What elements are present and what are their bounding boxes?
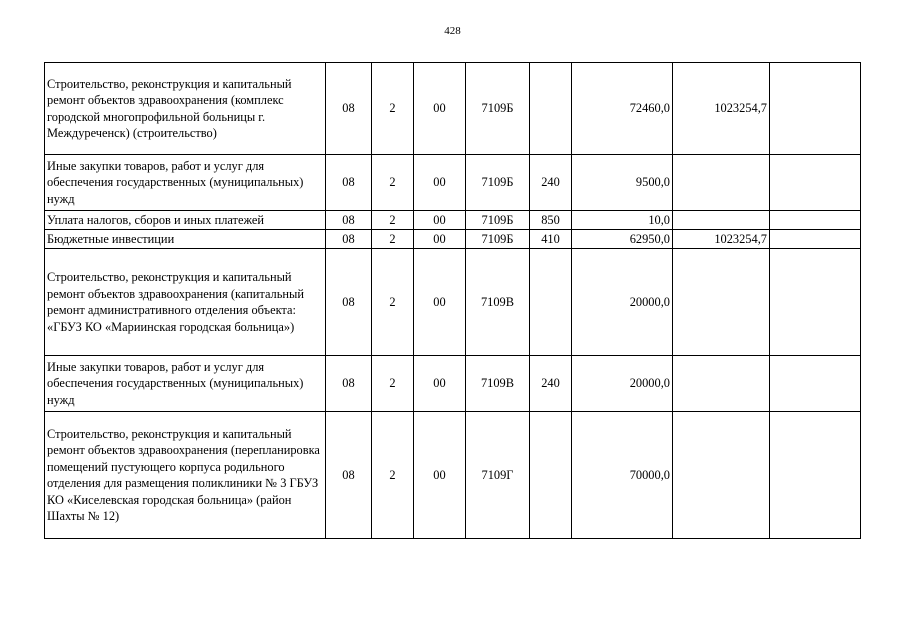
expense-type-cell: 240 xyxy=(530,155,572,211)
event-cell: 00 xyxy=(414,155,466,211)
section-cell: 08 xyxy=(326,63,372,155)
expense-type-cell: 410 xyxy=(530,230,572,249)
subprogram-cell: 2 xyxy=(372,63,414,155)
amount2-cell xyxy=(673,356,770,412)
row-name-cell: Уплата налогов, сборов и иных платежей xyxy=(45,211,326,230)
amount3-cell xyxy=(770,412,861,539)
event-cell: 00 xyxy=(414,211,466,230)
row-name-cell: Бюджетные инвестиции xyxy=(45,230,326,249)
subprogram-cell: 2 xyxy=(372,356,414,412)
page-number: 428 xyxy=(444,25,461,37)
row-name-cell: Строительство, реконструкция и капитальный ремонт объектов здравоохранения (капитальный ремонт административного отделения объекта: «ГБУЗ КО «Мариинская городская больница») xyxy=(45,249,326,356)
code-cell: 7109В xyxy=(466,356,530,412)
row-name-cell: Строительство, реконструкция и капитальный ремонт объектов здравоохранения (перепланировка помещений пустующего корпуса родильного отделения для размещения поликлиники № 3 ГБУЗ КО «Киселевская городская больница» (район Шахты № 12) xyxy=(45,412,326,539)
amount2-cell xyxy=(673,155,770,211)
amount1-cell: 20000,0 xyxy=(572,356,673,412)
amount2-cell: 1023254,7 xyxy=(673,63,770,155)
amount1-cell: 70000,0 xyxy=(572,412,673,539)
row-name-cell: Иные закупки товаров, работ и услуг для обеспечения государственных (муниципальных) нужд xyxy=(45,356,326,412)
amount2-cell: 1023254,7 xyxy=(673,230,770,249)
table-row xyxy=(45,249,861,356)
budget-table xyxy=(44,62,861,539)
code-cell: 7109Б xyxy=(466,230,530,249)
section-cell: 08 xyxy=(326,412,372,539)
amount1-cell: 62950,0 xyxy=(572,230,673,249)
section-cell: 08 xyxy=(326,356,372,412)
expense-type-cell: 240 xyxy=(530,356,572,412)
expense-type-cell xyxy=(530,412,572,539)
section-cell: 08 xyxy=(326,155,372,211)
table-row xyxy=(45,63,861,155)
amount1-cell: 20000,0 xyxy=(572,249,673,356)
expense-type-cell: 850 xyxy=(530,211,572,230)
table-row xyxy=(45,412,861,539)
code-cell: 7109Г xyxy=(466,412,530,539)
amount2-cell xyxy=(673,211,770,230)
section-cell: 08 xyxy=(326,249,372,356)
event-cell: 00 xyxy=(414,230,466,249)
subprogram-cell: 2 xyxy=(372,249,414,356)
amount3-cell xyxy=(770,211,861,230)
expense-type-cell xyxy=(530,63,572,155)
section-cell: 08 xyxy=(326,211,372,230)
event-cell: 00 xyxy=(414,249,466,356)
subprogram-cell: 2 xyxy=(372,155,414,211)
amount1-cell: 10,0 xyxy=(572,211,673,230)
subprogram-cell: 2 xyxy=(372,412,414,539)
row-name-cell: Строительство, реконструкция и капитальный ремонт объектов здравоохранения (комплекс городской многопрофильной больницы г. Междуреченск) (строительство) xyxy=(45,63,326,155)
event-cell: 00 xyxy=(414,412,466,539)
table-row xyxy=(45,211,861,230)
amount3-cell xyxy=(770,155,861,211)
amount1-cell: 9500,0 xyxy=(572,155,673,211)
expense-type-cell xyxy=(530,249,572,356)
subprogram-cell: 2 xyxy=(372,211,414,230)
amount3-cell xyxy=(770,63,861,155)
table-row xyxy=(45,356,861,412)
amount3-cell xyxy=(770,356,861,412)
table-row xyxy=(45,155,861,211)
section-cell: 08 xyxy=(326,230,372,249)
code-cell: 7109Б xyxy=(466,63,530,155)
event-cell: 00 xyxy=(414,356,466,412)
code-cell: 7109Б xyxy=(466,211,530,230)
code-cell: 7109В xyxy=(466,249,530,356)
amount3-cell xyxy=(770,249,861,356)
amount1-cell: 72460,0 xyxy=(572,63,673,155)
amount2-cell xyxy=(673,412,770,539)
amount2-cell xyxy=(673,249,770,356)
event-cell: 00 xyxy=(414,63,466,155)
amount3-cell xyxy=(770,230,861,249)
row-name-cell: Иные закупки товаров, работ и услуг для обеспечения государственных (муниципальных) нужд xyxy=(45,155,326,211)
subprogram-cell: 2 xyxy=(372,230,414,249)
table-row xyxy=(45,230,861,249)
code-cell: 7109Б xyxy=(466,155,530,211)
